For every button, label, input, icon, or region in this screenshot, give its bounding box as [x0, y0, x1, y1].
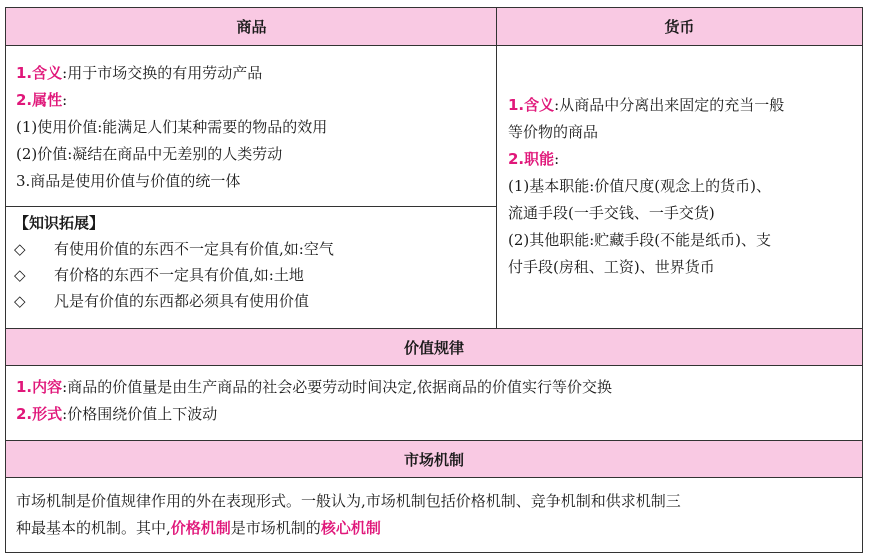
currency-func-other-1: (2)其他职能:贮藏手段(不能是纸币)、支: [508, 231, 772, 249]
header-value-law: [6, 329, 862, 366]
currency-functions: [508, 146, 860, 173]
header-market: [6, 441, 862, 478]
extension-item-text: 有使用价值的东西不一定具有价值,如:空气: [54, 240, 334, 258]
header-goods-label: 商品: [236, 18, 267, 36]
header-currency: [497, 8, 862, 46]
currency-func-basic-1: (1)基本职能:价值尺度(观念上的货币)、: [508, 177, 772, 195]
currency-func-colon: :: [554, 150, 560, 168]
currency-func-basic-2: 流通手段(一手交钱、一手交货): [508, 204, 715, 222]
header-goods: [6, 8, 497, 46]
header-value-law-label: 价值规律: [403, 338, 464, 357]
value-law-cell: [16, 374, 856, 428]
goods-def-text: :用于市场交换的有用劳动产品: [62, 64, 263, 82]
value-law-content: [16, 374, 856, 401]
goods-attr-use-value: (1)使用价值:能满足人们某种需要的物品的效用: [16, 118, 328, 136]
currency-def-text-2: 等价物的商品: [508, 123, 599, 141]
core-mechanism-keyword: 核心机制: [320, 519, 381, 537]
goods-cell: [16, 60, 491, 195]
currency-func-label: 2.职能: [508, 150, 555, 168]
value-law-content-text: :商品的价值量是由生产商品的社会必要劳动时间决定,依据商品的价值实行等价交换: [62, 378, 612, 396]
goods-definition: [16, 60, 491, 87]
market-cell: [16, 488, 860, 542]
extension-item: [14, 236, 492, 262]
market-line-2-b: 是市场机制的: [230, 519, 321, 537]
currency-cell: [508, 92, 860, 281]
goods-def-label: 1.含义: [16, 64, 63, 82]
extension-item-text: 有价格的东西不一定具有价值,如:土地: [54, 266, 304, 284]
goods-unity: 3.商品是使用价值与价值的统一体: [16, 172, 241, 190]
value-law-form: [16, 401, 856, 428]
currency-def-label: 1.含义: [508, 96, 555, 114]
currency-func-other-2: 付手段(房租、工资)、世界货币: [508, 258, 715, 276]
goods-attr-value: (2)价值:凝结在商品中无差别的人类劳动: [16, 145, 283, 163]
extension-cell: [14, 210, 492, 314]
goods-attributes: [16, 87, 491, 114]
knowledge-table: [5, 7, 863, 553]
extension-item-text: 凡是有价值的东西都必须具有使用价值: [54, 292, 310, 310]
extension-title: 【知识拓展】: [14, 214, 105, 232]
goods-attr-colon: :: [62, 91, 68, 109]
diamond-bullet-icon: ◇: [14, 292, 26, 310]
header-market-label: 市场机制: [403, 450, 464, 469]
goods-attr-label: 2.属性: [16, 91, 63, 109]
value-law-form-label: 2.形式: [16, 405, 63, 423]
value-law-form-text: :价格围绕价值上下波动: [62, 405, 218, 423]
header-currency-label: 货币: [664, 18, 695, 36]
market-line-2-a: 种最基本的机制。其中,: [16, 519, 171, 537]
value-law-content-label: 1.内容: [16, 378, 63, 396]
extension-item: [14, 262, 492, 288]
column-divider: [496, 8, 497, 328]
goods-extension-divider: [6, 206, 497, 207]
currency-definition: [508, 92, 860, 119]
currency-def-text-1: :从商品中分离出来固定的充当一般: [554, 96, 785, 114]
market-line-2: [16, 515, 860, 542]
market-line-1: 市场机制是价值规律作用的外在表现形式。一般认为,市场机制包括价格机制、竞争机制和供求机制三: [16, 492, 681, 510]
diamond-bullet-icon: ◇: [14, 240, 26, 258]
extension-item: [14, 288, 492, 314]
diamond-bullet-icon: ◇: [14, 266, 26, 284]
price-mechanism-keyword: 价格机制: [170, 519, 231, 537]
